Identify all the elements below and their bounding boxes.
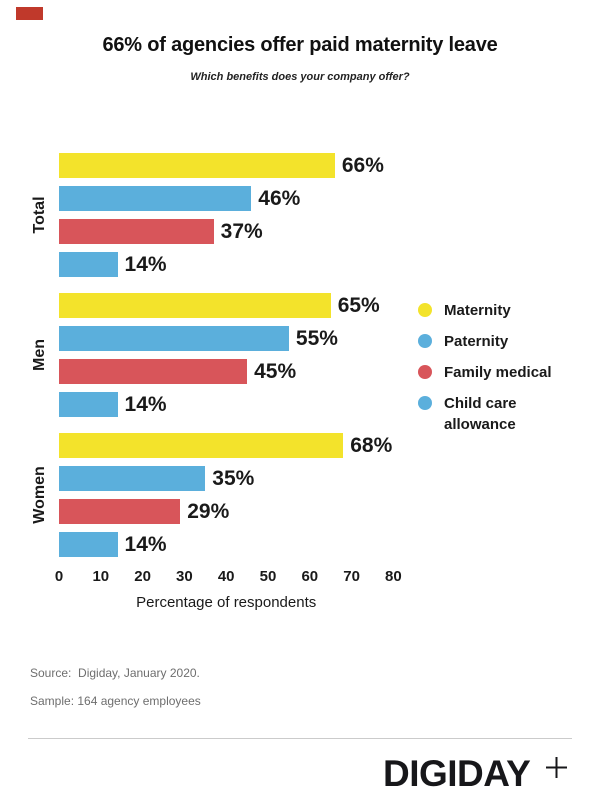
legend-swatch-icon (418, 303, 432, 317)
category-label-total: Total (31, 196, 48, 234)
bar-maternity (59, 293, 331, 318)
x-tick-label: 10 (92, 568, 110, 585)
bar-value-label: 37% (220, 220, 263, 243)
bar-paternity (59, 466, 205, 491)
sample-note: Sample: 164 agency employees (30, 694, 201, 708)
x-tick-label: 50 (259, 568, 277, 585)
chart-legend (418, 300, 552, 435)
x-tick-label: 20 (134, 568, 151, 585)
footer-divider (28, 738, 572, 739)
legend-label: Family medical (444, 364, 552, 381)
bar-value-label: 65% (337, 294, 380, 317)
legend-label: Child care allowance (444, 395, 517, 433)
plus-icon (545, 756, 568, 779)
bar-family-medical (59, 219, 214, 244)
bar-value-label: 14% (124, 253, 167, 276)
legend-swatch-icon (418, 365, 432, 379)
legend-label: Paternity (444, 333, 509, 350)
bar-value-label: 66% (341, 154, 384, 177)
legend-item-maternity (418, 300, 552, 321)
chart-subtitle: Which benefits does your company offer? (190, 71, 410, 83)
legend-label: Maternity (444, 302, 511, 319)
bar-child-care-allowance (59, 252, 118, 277)
category-label-men: Men (31, 339, 48, 371)
bar-child-care-allowance (59, 532, 118, 557)
bar-paternity (59, 186, 251, 211)
digiday-logo: DIGIDAY (383, 753, 531, 794)
bar-value-label: 45% (254, 360, 297, 383)
bar-value-label: 68% (350, 434, 393, 457)
chart-title: 66% of agencies offer paid maternity leave (102, 34, 498, 56)
legend-item-family-medical (418, 362, 552, 383)
x-tick-label: 80 (385, 568, 402, 585)
source-note: Source: Digiday, January 2020. (30, 666, 200, 680)
bar-family-medical (59, 499, 180, 524)
bar-maternity (59, 433, 343, 458)
category-label-women: Women (31, 466, 48, 524)
legend-swatch-icon (418, 396, 432, 410)
bar-value-label: 35% (212, 467, 255, 490)
legend-swatch-icon (418, 334, 432, 348)
bar-family-medical (59, 359, 247, 384)
bar-value-label: 14% (124, 533, 167, 556)
x-tick-label: 30 (176, 568, 193, 585)
legend-item-paternity (418, 331, 552, 352)
bar-paternity (59, 326, 289, 351)
bar-value-label: 46% (258, 187, 301, 210)
bar-child-care-allowance (59, 392, 118, 417)
bar-value-label: 55% (295, 327, 338, 350)
x-tick-label: 40 (217, 568, 235, 585)
x-tick-label: 70 (343, 568, 360, 585)
bar-value-label: 14% (124, 393, 167, 416)
x-axis-title: Percentage of respondents (136, 594, 317, 611)
x-tick-label: 0 (54, 568, 64, 585)
bar-value-label: 29% (187, 500, 230, 523)
legend-item-child-care-allowance (418, 393, 552, 435)
bar-maternity (59, 153, 335, 178)
x-tick-label: 60 (301, 568, 319, 585)
